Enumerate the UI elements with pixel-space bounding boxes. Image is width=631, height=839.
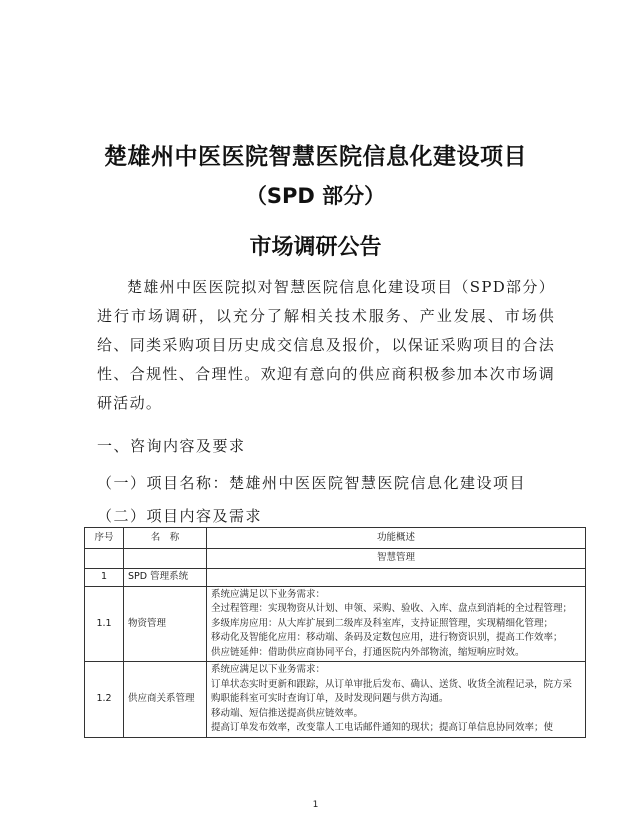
row-no: 1.1 — [85, 586, 124, 662]
group-no: 1 — [85, 569, 124, 587]
document-title: 楚雄州中医医院智慧医院信息化建设项目 — [104, 144, 527, 170]
desc-line: 系统应满足以下业务需求： — [211, 588, 326, 600]
row-description — [207, 662, 586, 738]
section-heading: 一、咨询内容及要求 — [97, 437, 246, 455]
section-title-cell: 智慧管理 — [207, 549, 586, 569]
desc-line: 移动化及智能化应用：移动端、条码及定数包应用，进行物资识别，提高工作效率； — [211, 632, 563, 643]
desc-line: 全过程管理：实现物资从计划、申领、采购、验收、入库、盘点到消耗的全过程管理； — [211, 603, 573, 614]
desc-line: 移动端、短信推送提高供应链效率。 — [211, 707, 364, 719]
project-name-item: （一）项目名称：楚雄州中医医院智慧医院信息化建设项目 — [97, 474, 527, 492]
table-header-row — [85, 528, 586, 549]
desc-line: 系统应满足以下业务需求： — [211, 664, 326, 675]
row-name: 物资管理 — [124, 586, 207, 662]
table-group-row — [85, 569, 586, 587]
desc-line: 供应链延伸：借助供应商协同平台，打通医院内外部物流，缩短响应时效。 — [211, 646, 525, 658]
intro-paragraph: 楚雄州中医医院拟对智慧医院信息化建设项目（SPD部分）进行市场调研，以充分了解相关技术服务、产业发展、市场供给、同类采购项目历史成交信息及报价，以保证采购项目的合法性、合规性、合理性。欢迎有意向的供应商积极参加本次市场调研活动。 — [97, 278, 555, 412]
row-no: 1.2 — [85, 662, 124, 738]
table-section-row — [85, 549, 586, 569]
desc-line: 提高订单发布效率，改变靠人工电话邮件通知的现状；提高订单信息协同效率；使 — [211, 722, 554, 733]
table-row — [85, 586, 586, 662]
header-name: 名 称 — [124, 528, 207, 549]
document-subtitle: （SPD 部分） — [245, 184, 386, 208]
project-content-item: （二）项目内容及需求 — [97, 507, 263, 525]
desc-line: 多级库房应用：从大库扩展到二级库及科室库，支持证照管理，实现精细化管理； — [211, 617, 554, 629]
group-name: SPD 管理系统 — [124, 569, 207, 587]
desc-line: 订单状态实时更新和跟踪，从订单审批后发布、确认、送货、收货全流程记录，院方采购职能科室可实时查询订单，及时发现问题与供方沟通。 — [211, 678, 573, 704]
row-name: 供应商关系管理 — [124, 662, 207, 738]
requirements-table — [84, 527, 586, 738]
row-description — [207, 586, 586, 662]
header-no: 序号 — [85, 528, 124, 549]
page-number: 1 — [312, 800, 319, 810]
header-desc: 功能概述 — [207, 528, 586, 549]
announcement-heading: 市场调研公告 — [249, 235, 382, 260]
table-row — [85, 662, 586, 738]
